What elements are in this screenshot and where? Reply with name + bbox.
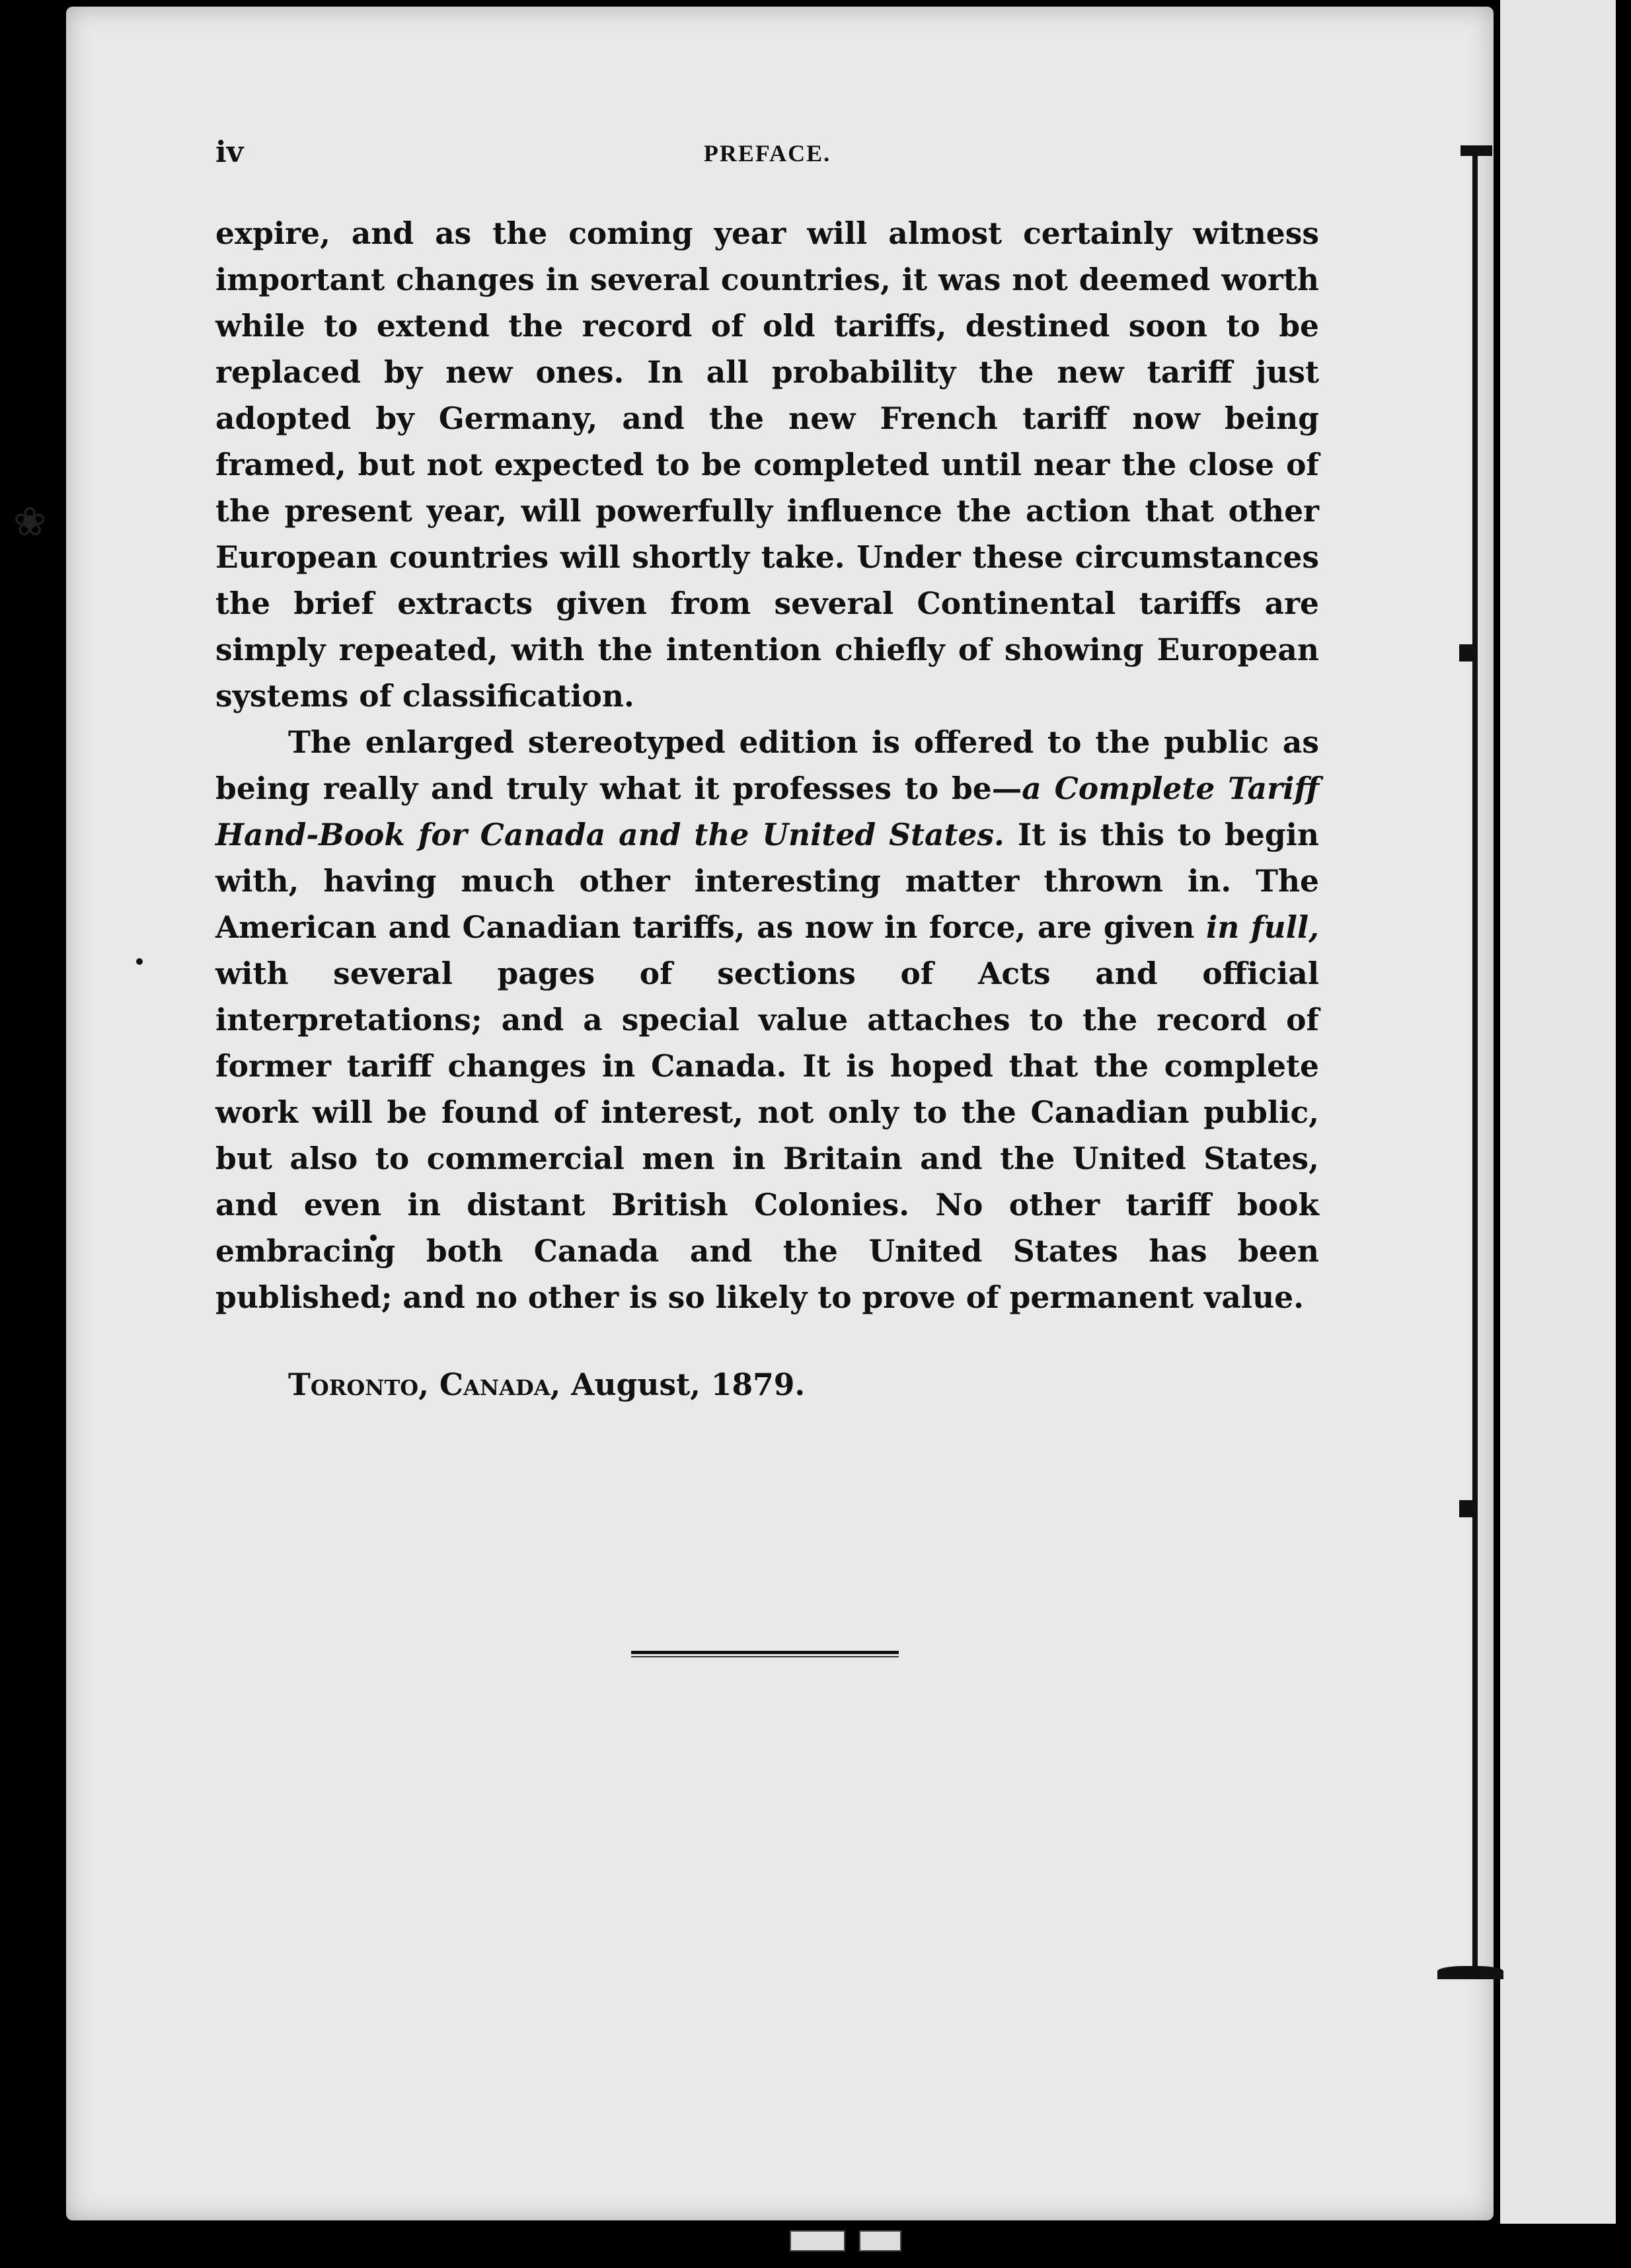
binding-clip-right	[859, 2230, 901, 2251]
binding-bar-foot	[1437, 1966, 1503, 1979]
adjacent-page-edge	[1500, 0, 1616, 2268]
scan-border-right	[1616, 0, 1631, 2268]
section-rule-thin	[631, 1656, 899, 1657]
paragraph-2	[215, 719, 1319, 1320]
signoff-date: August, 1879.	[560, 1367, 806, 1402]
running-title: PREFACE.	[703, 140, 831, 167]
binding-tick	[1459, 1500, 1476, 1517]
binding-tick	[1459, 644, 1476, 662]
margin-speck	[136, 958, 143, 965]
signoff-place: Toronto, Canada,	[288, 1367, 561, 1402]
paragraph-2-italic-title: a Complete Tariff Hand-Book for Canada and the United States.	[215, 771, 1319, 852]
paragraph-2-text-c: with several pages of sections of Acts and official interpretations; and a special value attaches to the record of former tariff changes in Canada. It is hoped that the complete work will be found of interest, not only to the Canadian public, but also to commercial men in Britain and the United States, and even in distant British Colonies. No other tariff book embracing both Canada and the United States has been published; and no other is so likely to prove of permanent value.	[215, 956, 1319, 1315]
binding-clip-left	[790, 2230, 845, 2251]
paragraph-1: expire, and as the coming year will almost certainly witness important changes in several countries, it was not deemed worth while to extend the record of old tariffs, destined soon to be replaced by new ones. In all probability the new tariff just adopted by Germany, and the new French tariff now being framed, but not expected to be completed until near the close of the present year, will powerfully influence the action that other European countries will shortly take. Under these circumstances the brief extracts given from several Continental tariffs are simply repeated, with the intention chiefly of showing European systems of classification.	[215, 215, 1319, 714]
signoff	[215, 1361, 1319, 1408]
page-body	[215, 210, 1319, 1408]
page-number: iv	[215, 135, 244, 169]
paragraph-2-italic-in-full: in full,	[1205, 909, 1319, 945]
paragraph-2-text-a: The enlarged stereotyped edition is offered to the public as being really and truly what it professes to be—	[215, 724, 1319, 806]
margin-ornament-icon: ❀	[13, 499, 47, 545]
binding-bar	[1472, 152, 1478, 1976]
binding-bar-top	[1460, 145, 1492, 156]
page-header	[215, 135, 1319, 175]
paragraph-2-text-b: It is this to begin with, having much other interesting matter thrown in. The American and Canadian tariffs, as now in force, are given	[215, 817, 1319, 945]
section-rule	[631, 1651, 899, 1654]
